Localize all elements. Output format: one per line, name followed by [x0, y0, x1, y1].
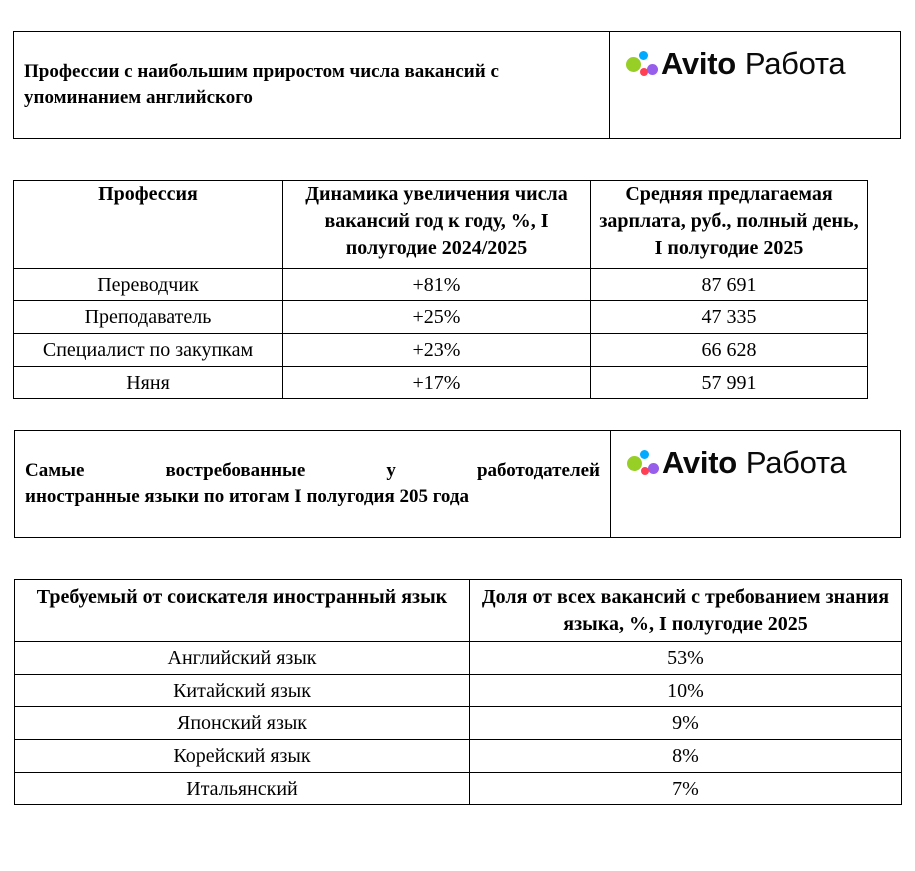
- table-row: [15, 707, 902, 740]
- avito-dots-icon: [626, 49, 659, 79]
- section-1-title: [14, 32, 610, 138]
- table-row: [15, 740, 902, 773]
- column-header-profession: Профессия: [14, 181, 283, 269]
- professions-table: [13, 180, 868, 399]
- cell-salary: 47 335: [591, 301, 868, 334]
- cell-share: 10%: [470, 675, 902, 707]
- logo-dot-red: [640, 68, 648, 76]
- cell-growth: +25%: [283, 301, 591, 334]
- logo-dot-purple: [647, 64, 658, 75]
- logo-sub-text: Работа: [745, 445, 847, 480]
- section-2-title-line-2: иностранные языки по итогам I полугодия 205 года: [25, 486, 469, 507]
- cell-share: 53%: [470, 642, 902, 675]
- table-header-row: [14, 181, 868, 269]
- cell-share: 9%: [470, 707, 902, 740]
- avito-logo: [627, 445, 846, 481]
- logo-brand-text: Avito: [661, 46, 736, 81]
- cell-language: Китайский язык: [15, 675, 470, 707]
- cell-salary: 87 691: [591, 269, 868, 301]
- column-header-salary: Средняя предлагаемая зарплата, руб., полный день, I полугодие 2025: [591, 181, 868, 269]
- column-header-growth: Динамика увеличения числа вакансий год к году, %, I полугодие 2024/2025: [283, 181, 591, 269]
- avito-dots-icon: [627, 448, 660, 478]
- cell-salary: 66 628: [591, 334, 868, 367]
- logo-dot-blue: [639, 51, 648, 60]
- section-1-header: [13, 31, 901, 139]
- cell-profession: Переводчик: [14, 269, 283, 301]
- logo-dot-green: [626, 57, 641, 72]
- table-row: [15, 773, 902, 805]
- avito-logo: [626, 46, 845, 82]
- cell-language: Корейский язык: [15, 740, 470, 773]
- cell-share: 7%: [470, 773, 902, 805]
- cell-growth: +23%: [283, 334, 591, 367]
- cell-language: Английский язык: [15, 642, 470, 675]
- table-row: [15, 675, 902, 707]
- cell-share: 8%: [470, 740, 902, 773]
- section-2-logo-cell: [611, 431, 900, 537]
- cell-growth: +81%: [283, 269, 591, 301]
- cell-growth: +17%: [283, 367, 591, 399]
- table-header-row: [15, 580, 902, 642]
- table-row: [14, 269, 868, 301]
- section-1-title-text: Профессии с наибольшим приростом числа вакансий с упоминанием английского: [24, 60, 499, 108]
- logo-brand-text: Avito: [662, 445, 737, 480]
- languages-table: [14, 579, 902, 805]
- cell-salary: 57 991: [591, 367, 868, 399]
- cell-language: Японский язык: [15, 707, 470, 740]
- cell-profession: Преподаватель: [14, 301, 283, 334]
- table-row: [14, 334, 868, 367]
- table-row: [14, 367, 868, 399]
- column-header-language: Требуемый от соискателя иностранный язык: [15, 580, 470, 642]
- section-2-title: [15, 431, 611, 537]
- table-row: [15, 642, 902, 675]
- section-2-header: [14, 430, 901, 538]
- cell-profession: Няня: [14, 367, 283, 399]
- section-1-logo-cell: [610, 32, 900, 138]
- column-header-share: Доля от всех вакансий с требованием знания языка, %, I полугодие 2025: [470, 580, 902, 642]
- logo-dot-red: [641, 467, 649, 475]
- table-row: [14, 301, 868, 334]
- cell-profession: Специалист по закупкам: [14, 334, 283, 367]
- logo-dot-green: [627, 456, 642, 471]
- logo-dot-purple: [648, 463, 659, 474]
- logo-dot-blue: [640, 450, 649, 459]
- logo-sub-text: Работа: [744, 46, 846, 81]
- section-2-title-line-1: Самые востребованные у работодателей: [25, 459, 600, 481]
- cell-language: Итальянский: [15, 773, 470, 805]
